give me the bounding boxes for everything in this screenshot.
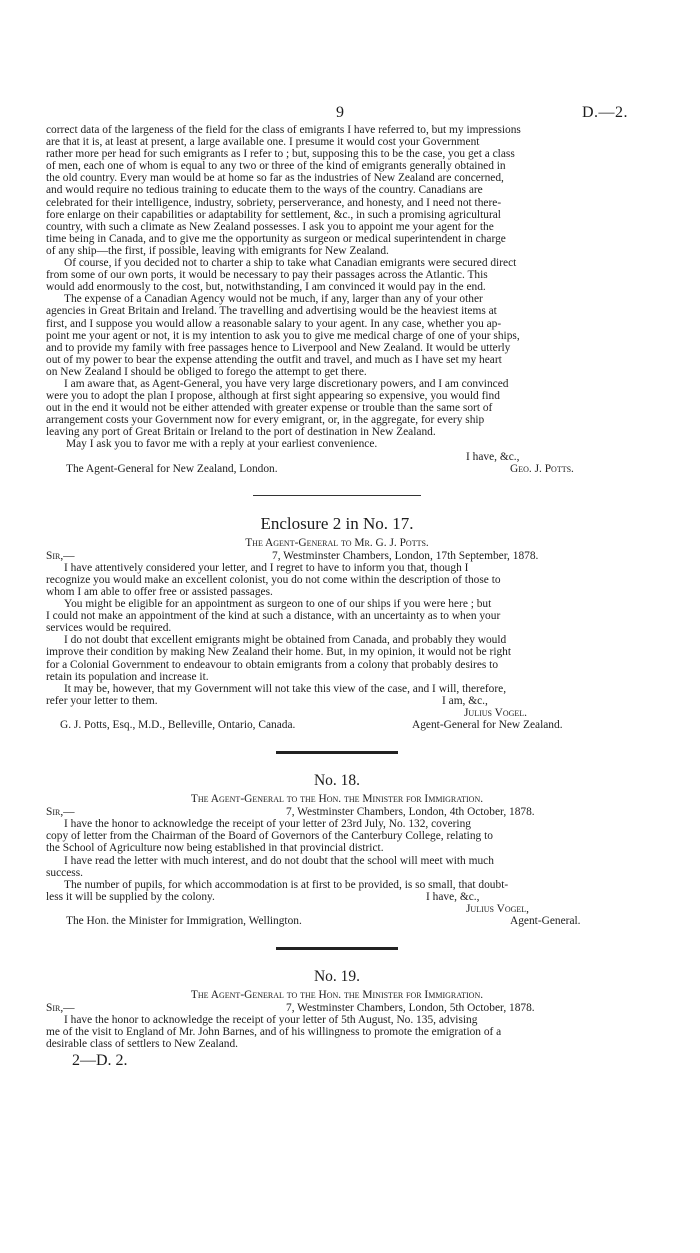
- section-subtitle: The Agent-General to the Hon. the Minister for Immigration.: [190, 989, 484, 1002]
- section-divider: [276, 947, 398, 950]
- document-page: [46, 0, 628, 1070]
- text-line: are that it is, at least at present, a large available one. I presume it would cost your Government: [46, 136, 480, 149]
- salutation-line: [46, 806, 628, 818]
- text-line: first, and I suppose you would allow a reasonable salary to your agent. In any case, whether you ap-: [46, 317, 502, 330]
- page-number: 9: [336, 104, 344, 121]
- section-subtitle: The Agent-General to the Hon. the Minister for Immigration.: [190, 793, 484, 806]
- text-line: for a Colonial Government to endeavour to obtain emigrants from a colony that probably desires to: [46, 658, 499, 671]
- paragraph: May I ask you to favor me with a reply at your earliest convenience.: [66, 438, 378, 451]
- enclosure-2: [46, 514, 628, 731]
- text-line: and would require no tedious training to educate them to the ways of the country. Canadians are: [46, 184, 483, 197]
- paragraph: [46, 634, 628, 682]
- section-divider: [276, 751, 398, 754]
- text-line: and to provide my family with free passages hence to Liverpool and New Zealand. It would be utterly: [46, 341, 511, 354]
- text-line: country, with such a climate as New Zealand possesses. I ask you to appoint me your agent for the: [46, 220, 494, 233]
- paragraph: [46, 257, 628, 293]
- letter-no-18: [46, 772, 628, 927]
- document-reference: D.—2.: [581, 104, 628, 121]
- text-line: rather more per head for such emigrants as I refer to ; but, supposing this to be the case, you get a class: [46, 148, 515, 161]
- text-line: services would be required.: [46, 622, 172, 635]
- text-line: correct data of the largeness of the field for the class of emigrants I have referred to, but my impressions: [46, 124, 521, 136]
- letter-no-19: [46, 968, 628, 1050]
- text-line: on New Zealand I should be obliged to forego the attempt to get there.: [46, 365, 367, 378]
- closing: I am, &c.,: [442, 694, 488, 707]
- page-header: [46, 0, 628, 124]
- paragraph: [46, 562, 628, 598]
- paragraph: [46, 598, 628, 634]
- text-line: leaving any port of Great Britain or Ireland to the port of destination in New Zealand.: [46, 426, 436, 439]
- signature: Julius Vogel,: [466, 902, 530, 915]
- section-subtitle: The Agent-General to Mr. G. J. Potts.: [245, 536, 429, 549]
- text-line: Of course, if you decided not to charter a ship to take what Canadian emigrants were secured direct: [64, 257, 517, 270]
- address: 7, Westminster Chambers, London, 5th October, 1878.: [286, 1002, 535, 1015]
- text-line: out in the end it would not be either attended with greater expense or trouble than the same sort of: [46, 402, 493, 415]
- text-line: of men, each one of whom is equal to any two or three of the kind of emigrants generally obtained in: [46, 160, 506, 173]
- paragraph: It may be, however, that my Government will not take this view of the case, and I will, therefore,: [64, 682, 507, 695]
- text-line: celebrated for their intelligence, industry, sobriety, perserverance, and honesty, and I need not there-: [46, 196, 502, 209]
- signature: Geo. J. Potts.: [510, 462, 574, 475]
- paragraph: [46, 1014, 628, 1050]
- closing-line: [46, 451, 628, 463]
- text-line: were you to adopt the plan I propose, although at first sight appearing so expensive, you would find: [46, 390, 500, 403]
- closing-line: refer your letter to them. I am, &c.,: [46, 694, 488, 707]
- text-line: me of the visit to England of Mr. John Barnes, and of his willingness to promote the emigration of a: [46, 1026, 502, 1039]
- text-line: I am aware that, as Agent-General, you have very large discretionary powers, and I am convinced: [64, 377, 509, 390]
- text-line: success.: [46, 866, 84, 879]
- salutation: Sir,—: [46, 1002, 75, 1015]
- salutation-line: [46, 550, 628, 562]
- closing: I have, &c.,: [466, 450, 520, 463]
- text-line: arrangement costs your Government now for every emigrant, or, in the aggregate, for every ship: [46, 414, 485, 427]
- paragraph: [46, 293, 628, 378]
- salutation: Sir,—: [46, 806, 75, 819]
- letter-potts-continuation: [46, 124, 628, 475]
- signature: Julius Vogel.: [464, 706, 528, 719]
- text-line: You might be eligible for an appointment as surgeon to one of our ships if you were here ; but: [64, 598, 492, 611]
- text-line: point me your agent or not, it is my intention to ask you to give me medical charge of one of your ships,: [46, 329, 520, 342]
- text-line: I have read the letter with much interest, and do not doubt that the school will meet with much: [64, 854, 494, 867]
- text-line: I have the honor to acknowledge the receipt of your letter of 23rd July, No. 132, covering: [64, 818, 471, 831]
- text-line: I have attentively considered your letter, and I regret to have to inform you that, though I: [64, 561, 469, 574]
- text-line: fore enlarge on their capabilities or adaptability for settlement, &c., in such a promising agricultural: [46, 208, 501, 221]
- text-line: the School of Agriculture now being established in that provincial district.: [46, 842, 384, 855]
- text-line: desirable class of settlers to New Zealand.: [46, 1038, 238, 1051]
- text-line: of any ship—the first, if possible, leaving with emigrants for New Zealand.: [46, 244, 389, 257]
- address: 7, Westminster Chambers, London, 4th October, 1878.: [286, 806, 535, 819]
- text-line: copy of letter from the Chairman of the Board of Governors of the Canterbury College, relating to: [46, 830, 493, 843]
- paragraph: [46, 378, 628, 438]
- addressee-line: [46, 719, 628, 731]
- text-line: from some of our own ports, it would be necessary to pay their passages across the Atlantic. This: [46, 269, 488, 282]
- addressee: The Hon. the Minister for Immigration, Wellington.: [66, 914, 302, 927]
- text-line: I have the honor to acknowledge the receipt of your letter of 5th August, No. 135, advising: [64, 1014, 478, 1027]
- text-line: I do not doubt that excellent emigrants might be obtained from Canada, and probably they would: [64, 634, 507, 647]
- addressee-line: [46, 915, 628, 927]
- signature-mark: 2—D. 2.: [72, 1052, 128, 1070]
- section-divider: [253, 495, 421, 496]
- salutation-line: [46, 1002, 628, 1014]
- text-line: whom I am able to offer free or assisted passages.: [46, 586, 273, 598]
- addressee: The Agent-General for New Zealand, London.: [66, 462, 278, 475]
- addressee-line: [46, 463, 628, 475]
- text-line: the old country. Every man would be at home so far as the industries of New Zealand are concerned,: [46, 172, 504, 185]
- section-title: Enclosure 2 in No. 17.: [260, 513, 414, 533]
- text-line: retain its population and increase it.: [46, 670, 209, 683]
- signature-line: [46, 903, 628, 915]
- section-title: No. 18.: [313, 772, 361, 790]
- signature-line: [46, 707, 628, 719]
- paragraph: The number of pupils, for which accommodation is at first to be provided, is so small, that doubt-: [64, 878, 509, 891]
- paragraph: [46, 124, 628, 257]
- text-line: time being in Canada, and to give me the opportunity as surgeon or medical superintendent in charge: [46, 232, 506, 245]
- paragraph: [46, 855, 628, 879]
- closing: I have, &c.,: [426, 890, 480, 903]
- addressee: G. J. Potts, Esq., M.D., Belleville, Ontario, Canada.: [60, 719, 296, 732]
- text-line: agencies in Great Britain and Ireland. The travelling and advertising would be the heaviest items at: [46, 305, 497, 318]
- text-line: out of my power to bear the expense attending the outfit and travel, and much as I have set my heart: [46, 353, 502, 366]
- closing-line: less it will be supplied by the colony. I have, &c.,: [46, 890, 480, 903]
- salutation: Sir,—: [46, 549, 75, 562]
- text-line: improve their condition by making New Zealand their home. But, in my opinion, it would not be right: [46, 646, 512, 659]
- text-line: The expense of a Canadian Agency would not be much, if any, larger than any of your other: [64, 293, 483, 306]
- section-title: No. 19.: [313, 968, 361, 986]
- text-line: I could not make an appointment of the kind at such a distance, with an uncertainty as to when your: [46, 610, 501, 623]
- address: 7, Westminster Chambers, London, 17th September, 1878.: [272, 549, 539, 562]
- signature-title: Agent-General for New Zealand.: [412, 719, 563, 732]
- paragraph: [46, 818, 628, 854]
- text-line: recognize you would make an excellent colonist, you do not come within the description of those to: [46, 573, 501, 586]
- text-line: would add enormously to the cost, but, notwithstanding, I am convinced it would pay in the end.: [46, 281, 486, 294]
- signature-title: Agent-General.: [510, 914, 581, 927]
